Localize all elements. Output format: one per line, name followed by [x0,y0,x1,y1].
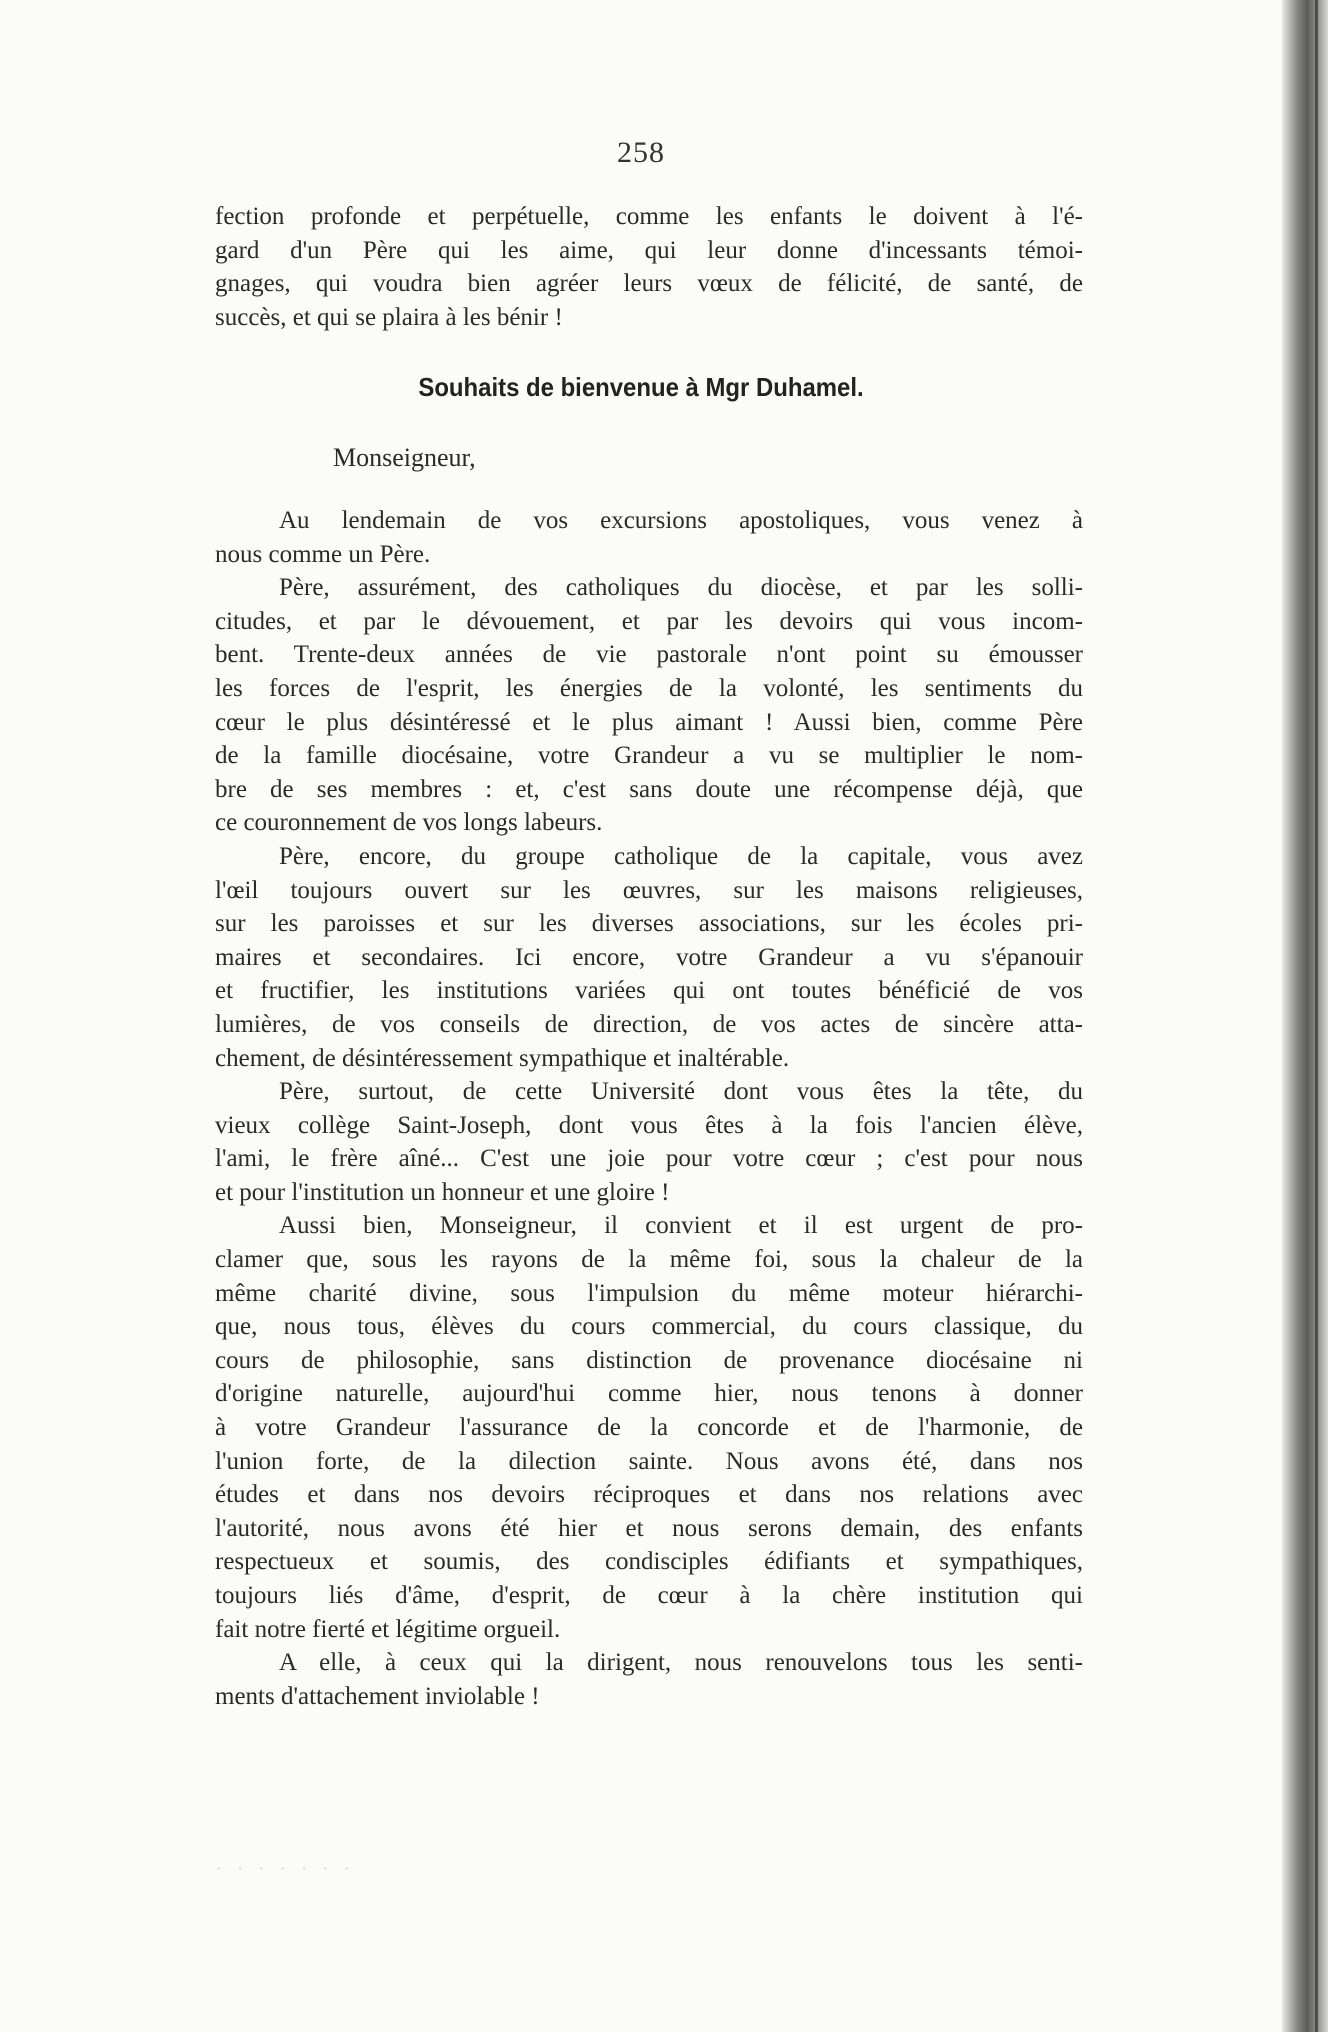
text-line: citudes, et par le dévouement, et par les devoirs qui vous incom- [215,607,1083,635]
text-line: et pour l'institution un honneur et une gloire ! [215,1178,670,1206]
text-line: l'ami, le frère aîné... C'est une joie pour votre cœur ; c'est pour nous [215,1145,1083,1173]
text-line: maires et secondaires. Ici encore, votre Grandeur a vu s'épanouir [215,943,1083,971]
text-line: vieux collège Saint-Joseph, dont vous êtes à la fois l'ancien élève, [215,1111,1083,1139]
text-line: fait notre fierté et légitime orgueil. [215,1615,561,1643]
text-line: d'origine naturelle, aujourd'hui comme hier, nous tenons à donner [215,1380,1083,1408]
text-line: respectueux et soumis, des condisciples édifiants et sympathiques, [215,1548,1083,1576]
faint-marginal-mark: · · · · · · · [216,1861,356,1878]
page-edge-line [1315,0,1318,2032]
text-line: ments d'attachement inviolable ! [215,1682,540,1710]
text-line: Père, surtout, de cette Université dont vous êtes la tête, du [279,1078,1083,1106]
text-line: cours de philosophie, sans distinction de provenance diocésaine ni [215,1346,1083,1374]
text-line: bre de ses membres : et, c'est sans doute une récompense déjà, que [215,775,1083,803]
text-line: de la famille diocésaine, votre Grandeur a vu se multiplier le nom- [215,742,1083,770]
text-line: A elle, à ceux qui la dirigent, nous renouvelons tous les senti- [279,1649,1083,1677]
text-line: études et dans nos devoirs réciproques et dans nos relations avec [215,1481,1083,1509]
section-heading: Souhaits de bienvenue à Mgr Duhamel. [418,372,864,402]
text-line: gnages, qui voudra bien agréer leurs vœux de félicité, de santé, de [215,270,1083,298]
opening-paragraph [215,200,1083,334]
text-line: gard d'un Père qui les aime, qui leur donne d'incessants témoi- [215,236,1083,264]
text-line: Père, assurément, des catholiques du diocèse, et par les solli- [279,574,1083,602]
text-line: l'union forte, de la dilection sainte. Nous avons été, dans nos [215,1447,1083,1475]
text-line: Père, encore, du groupe catholique de la capitale, vous avez [279,842,1083,870]
text-line: à votre Grandeur l'assurance de la concorde et de l'harmonie, de [215,1414,1083,1442]
text-line: clamer que, sous les rayons de la même foi, sous la chaleur de la [215,1246,1083,1274]
salutation: Monseigneur, [333,443,476,472]
page-number: 258 [617,136,665,169]
text-line: que, nous tous, élèves du cours commercial, du cours classique, du [215,1313,1083,1341]
text-line: chement, de désintéressement sympathique et inaltérable. [215,1044,790,1072]
text-line: ce couronnement de vos longs labeurs. [215,809,603,837]
page-edge-shadow [1282,0,1328,2032]
text-line: Au lendemain de vos excursions apostoliques, vous venez à [279,507,1083,534]
text-line: sur les paroisses et sur les diverses associations, sur les écoles pri- [215,910,1083,938]
text-line: fection profonde et perpétuelle, comme les enfants le doivent à l'é- [215,203,1083,230]
text-line: même charité divine, sous l'impulsion du même moteur hiérarchi- [215,1279,1083,1307]
text-line: cœur le plus désintéressé et le plus aimant ! Aussi bien, comme Père [215,708,1083,736]
text-line: les forces de l'esprit, les énergies de la volonté, les sentiments du [215,674,1083,702]
text-line: et fructifier, les institutions variées qui ont toutes bénéficié de vos [215,977,1083,1005]
text-line: lumières, de vos conseils de direction, de vos actes de sincère atta- [215,1010,1083,1038]
text-line: succès, et qui se plaira à les bénir ! [215,303,563,331]
text-line: nous comme un Père. [215,540,431,568]
text-line: Aussi bien, Monseigneur, il convient et il est urgent de pro- [279,1212,1083,1240]
text-line: toujours liés d'âme, d'esprit, de cœur à la chère institution qui [215,1582,1083,1609]
text-line: l'autorité, nous avons été hier et nous serons demain, des enfants [215,1514,1083,1542]
body-text [215,504,1083,1713]
text-line: bent. Trente-deux années de vie pastorale n'ont point su émousser [215,641,1083,669]
text-line: l'œil toujours ouvert sur les œuvres, sur les maisons religieuses, [215,876,1083,904]
